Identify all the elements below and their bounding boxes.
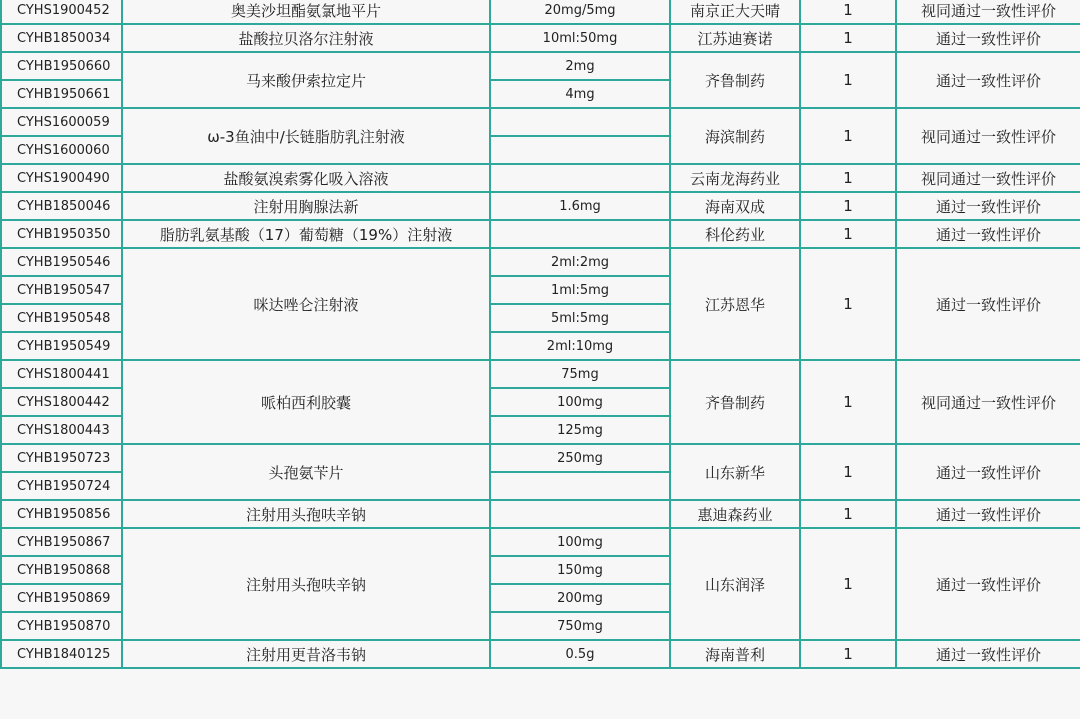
drug-name-cell: 脂肪乳氨基酸（17）葡萄糖（19%）注射液 [122, 220, 490, 248]
count-cell: 1 [800, 444, 896, 500]
company-cell: 科伦药业 [670, 220, 800, 248]
count-cell: 1 [800, 360, 896, 444]
spec-cell [490, 136, 670, 164]
approval-code-cell: CYHB1950868 [1, 556, 122, 584]
count-cell: 1 [800, 248, 896, 360]
drug-name-cell: 哌柏西利胶囊 [122, 360, 490, 444]
company-cell: 山东新华 [670, 444, 800, 500]
spec-cell: 2mg [490, 52, 670, 80]
approval-code-cell: CYHS1800441 [1, 360, 122, 388]
status-cell: 通过一致性评价 [896, 640, 1080, 668]
approval-code-cell: CYHB1950660 [1, 52, 122, 80]
table-row [1, 528, 1080, 556]
status-cell: 通过一致性评价 [896, 220, 1080, 248]
spec-cell: 5ml:5mg [490, 304, 670, 332]
count-cell: 1 [800, 192, 896, 220]
company-cell: 惠迪森药业 [670, 500, 800, 528]
approval-code-cell: CYHS1600060 [1, 136, 122, 164]
drug-name-cell: 盐酸氨溴索雾化吸入溶液 [122, 164, 490, 192]
count-cell: 1 [800, 0, 896, 24]
table-row [1, 164, 1080, 192]
spec-cell: 4mg [490, 80, 670, 108]
approval-code-cell: CYHB1850046 [1, 192, 122, 220]
count-cell: 1 [800, 528, 896, 640]
table-row [1, 500, 1080, 528]
table-row [1, 108, 1080, 136]
drug-name-cell: 咪达唑仑注射液 [122, 248, 490, 360]
spec-cell: 1.6mg [490, 192, 670, 220]
count-cell: 1 [800, 164, 896, 192]
approval-code-cell: CYHS1900452 [1, 0, 122, 24]
table-row [1, 220, 1080, 248]
company-cell: 云南龙海药业 [670, 164, 800, 192]
company-cell: 山东润泽 [670, 528, 800, 640]
status-cell: 通过一致性评价 [896, 24, 1080, 52]
spec-cell: 250mg [490, 444, 670, 472]
spec-cell: 0.5g [490, 640, 670, 668]
count-cell: 1 [800, 220, 896, 248]
company-cell: 海滨制药 [670, 108, 800, 164]
status-cell: 通过一致性评价 [896, 528, 1080, 640]
spec-cell: 20mg/5mg [490, 0, 670, 24]
count-cell: 1 [800, 500, 896, 528]
drug-name-cell: 盐酸拉贝洛尔注射液 [122, 24, 490, 52]
approval-code-cell: CYHS1900490 [1, 164, 122, 192]
drug-name-cell: 注射用更昔洛韦钠 [122, 640, 490, 668]
approval-code-cell: CYHB1950546 [1, 248, 122, 276]
status-cell: 视同通过一致性评价 [896, 0, 1080, 24]
status-cell: 通过一致性评价 [896, 444, 1080, 500]
table-row [1, 640, 1080, 668]
spec-cell: 1ml:5mg [490, 276, 670, 304]
company-cell: 江苏恩华 [670, 248, 800, 360]
status-cell: 通过一致性评价 [896, 248, 1080, 360]
spec-cell [490, 220, 670, 248]
spec-cell: 10ml:50mg [490, 24, 670, 52]
spec-cell [490, 108, 670, 136]
spec-cell: 750mg [490, 612, 670, 640]
approval-code-cell: CYHS1800442 [1, 388, 122, 416]
drug-name-cell: 马来酸伊索拉定片 [122, 52, 490, 108]
count-cell: 1 [800, 52, 896, 108]
spec-cell [490, 500, 670, 528]
status-cell: 通过一致性评价 [896, 192, 1080, 220]
spec-cell: 2ml:2mg [490, 248, 670, 276]
drug-name-cell: 奥美沙坦酯氨氯地平片 [122, 0, 490, 24]
company-cell: 江苏迪赛诺 [670, 24, 800, 52]
approval-code-cell: CYHB1950867 [1, 528, 122, 556]
count-cell: 1 [800, 24, 896, 52]
company-cell: 南京正大天晴 [670, 0, 800, 24]
status-cell: 视同通过一致性评价 [896, 108, 1080, 164]
status-cell: 通过一致性评价 [896, 52, 1080, 108]
drug-name-cell: ω-3鱼油中/长链脂肪乳注射液 [122, 108, 490, 164]
spec-cell: 125mg [490, 416, 670, 444]
approval-code-cell: CYHB1950724 [1, 472, 122, 500]
approval-code-cell: CYHB1950723 [1, 444, 122, 472]
spec-cell [490, 164, 670, 192]
table-row [1, 444, 1080, 472]
approval-code-cell: CYHB1950350 [1, 220, 122, 248]
approval-code-cell: CYHB1950869 [1, 584, 122, 612]
spec-cell: 100mg [490, 528, 670, 556]
drug-name-cell: 注射用头孢呋辛钠 [122, 528, 490, 640]
spec-cell [490, 472, 670, 500]
table-row [1, 24, 1080, 52]
status-cell: 通过一致性评价 [896, 500, 1080, 528]
company-cell: 海南双成 [670, 192, 800, 220]
spec-cell: 200mg [490, 584, 670, 612]
drug-name-cell: 注射用胸腺法新 [122, 192, 490, 220]
spec-cell: 75mg [490, 360, 670, 388]
company-cell: 海南普利 [670, 640, 800, 668]
drug-name-cell: 头孢氨苄片 [122, 444, 490, 500]
company-cell: 齐鲁制药 [670, 360, 800, 444]
count-cell: 1 [800, 108, 896, 164]
approval-code-cell: CYHS1800443 [1, 416, 122, 444]
table-row [1, 52, 1080, 80]
approval-code-cell: CYHB1950856 [1, 500, 122, 528]
approval-code-cell: CYHB1950870 [1, 612, 122, 640]
approval-code-cell: CYHS1600059 [1, 108, 122, 136]
table-row [1, 192, 1080, 220]
company-cell: 齐鲁制药 [670, 52, 800, 108]
approval-code-cell: CYHB1950548 [1, 304, 122, 332]
approval-code-cell: CYHB1950547 [1, 276, 122, 304]
status-cell: 视同通过一致性评价 [896, 360, 1080, 444]
spec-cell: 2ml:10mg [490, 332, 670, 360]
spec-cell: 150mg [490, 556, 670, 584]
approval-code-cell: CYHB1850034 [1, 24, 122, 52]
table-body [1, 0, 1080, 668]
status-cell: 视同通过一致性评价 [896, 164, 1080, 192]
count-cell: 1 [800, 640, 896, 668]
drug-name-cell: 注射用头孢呋辛钠 [122, 500, 490, 528]
approval-code-cell: CYHB1950549 [1, 332, 122, 360]
table-row [1, 360, 1080, 388]
approval-code-cell: CYHB1840125 [1, 640, 122, 668]
table-row [1, 248, 1080, 276]
table-row [1, 0, 1080, 24]
approval-code-cell: CYHB1950661 [1, 80, 122, 108]
spec-cell: 100mg [490, 388, 670, 416]
